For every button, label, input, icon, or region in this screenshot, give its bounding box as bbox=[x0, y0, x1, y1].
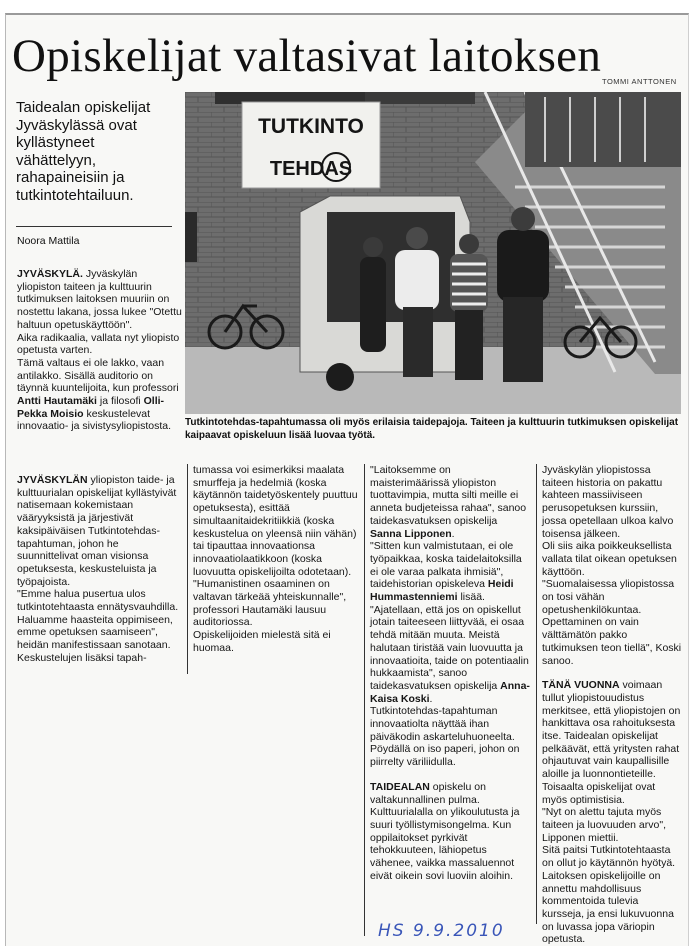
column-rule bbox=[187, 464, 188, 674]
paragraph bbox=[17, 357, 182, 433]
paragraph: "Nyt on alettu tajuta myös taiteen ja luovuuden arvo", Lipponen miettii. bbox=[542, 806, 666, 844]
column-rule bbox=[536, 464, 537, 924]
paragraph bbox=[17, 474, 182, 588]
paragraph-kicker: JYVÄSKYLÄN bbox=[17, 474, 88, 486]
paragraph-text: opiskelu on valtakunnallinen pulma. Kulttuurialalla on ylikoulutusta ja suuri työllistymisongelma. Kun oppilaitokset pyrkivät tehokkuuteen, lähiopetus vähenee, vaikka massaluennot eivät oikein sovi luoviin aloihin. bbox=[370, 780, 520, 882]
handwritten-date-note: HS 9.9.2010 bbox=[378, 921, 505, 941]
person-name: Antti Hautamäki bbox=[17, 395, 97, 408]
paragraph: tumassa voi esimerkiksi maalata smurffeja ja hedelmiä (koska käytännön taidetyöskentely puuttuu opetuksesta), esittää simultaanitaidekritiikkiä (koska keskustelua on yleensä niin vähän) tai tipauttaa innovaationsa innovaatiolaatikkoon (koska luovuutta opiskelijoilta odotetaan). bbox=[193, 464, 358, 578]
column-1-lower bbox=[17, 474, 182, 665]
paragraph: Keskustelujen lisäksi tapah- bbox=[17, 651, 147, 664]
paragraph-text: . bbox=[429, 692, 433, 705]
photographer-credit: TOMMI ANTTONEN bbox=[602, 77, 677, 86]
person-name: Anna-Kaisa Koski bbox=[370, 679, 530, 705]
paragraph-text: voimaan tullut yliopistouudistus merkitsee, että yliopistojen on hankittava osa rahoituksesta itse. Taidealan opiskelijat pelkäävät, että yritysten rahat ohjautuvat vain kaupallisille aloille ja luonnontieteille. bbox=[542, 679, 681, 781]
paragraph-text: . bbox=[451, 527, 455, 540]
person-name: Sanna Lipponen bbox=[370, 527, 452, 540]
paragraph-text: "Laitoksemme on maisterimäärissä yliopiston tuottavimpia, mutta silti meille ei anneta budjeteissa rahaa", sanoo taidekasvatuksen opiskelija bbox=[370, 464, 527, 527]
paragraph: "Emme halua pusertua ulos tutkintotehtaasta ennätysvauhdilla. Haluamme haasteita oppimiseen, emme opetuksen saamiseen", heidän manifestissaan sanotaan. bbox=[17, 588, 179, 652]
paragraph: Aika radikaalia, vallata nyt yliopisto opetusta varten. bbox=[17, 331, 180, 357]
author-byline: Noora Mattila bbox=[17, 235, 80, 247]
paragraph bbox=[17, 268, 182, 332]
column-rule bbox=[364, 464, 365, 936]
paragraph: Tutkintotehdas-tapahtuman innovaatiolta näyttää ihan päiväkodin askarteluhuoneelta. Pöydällä on iso paperi, johon on piirrelty väriliidulla. bbox=[370, 705, 520, 769]
paragraph-kicker: JYVÄSKYLÄ. bbox=[17, 268, 83, 280]
banner-line1: TUTKINTO bbox=[258, 115, 364, 138]
paragraph bbox=[370, 781, 530, 883]
photo-caption: Tutkintotehdas-tapahtumassa oli myös erilaisia taidepajoja. Taiteen ja kulttuurin tutkimuksen opiskelijat kaipaavat opiskeluun lisää luovaa työtä. bbox=[185, 417, 679, 441]
banner bbox=[242, 102, 380, 188]
column-3 bbox=[370, 464, 530, 883]
paragraph-text: lisää. bbox=[457, 591, 485, 604]
paragraph-kicker: TAIDEALAN bbox=[370, 780, 430, 793]
banner-line2: TEHDAS bbox=[269, 158, 353, 180]
column-2 bbox=[193, 464, 359, 655]
paragraph-text: "Ajatellaan, että jos on opiskellut jotain taiteeseen liittyvää, ei osaa tehdä mitään muuta. Meistä halutaan tiristää vain luovuutta ja innovaatioita, taide on potentiaalin hukkaamista", sanoo taidekasvatuksen opiskelija bbox=[370, 603, 529, 692]
paragraph bbox=[370, 464, 530, 540]
paragraph-text: ja filosofi bbox=[96, 395, 141, 408]
paragraph-text: "Sitten kun valmistutaan, ei ole työpaikkaa, koska taidelaitoksilla ei ole varaa palkata ihmisiä", taidehistorian opiskeleva bbox=[370, 540, 522, 591]
paragraph: "Suomalaisessa yliopistossa on tosi vähän opetushenkilökuntaa. Opettaminen on vain välttämätön pakko tutkimuksen teon tiellä", Koski sanoo. bbox=[542, 578, 682, 667]
column-1-upper bbox=[17, 268, 182, 433]
paragraph: Opiskelijoiden mielestä sitä ei huomaa. bbox=[193, 629, 331, 654]
paragraph: Oli siis aika poikkeuksellista vallata tilat oikean opetuksen käyttöön. bbox=[542, 540, 677, 578]
article-photo bbox=[185, 92, 681, 414]
paragraph-kicker: TÄNÄ VUONNA bbox=[542, 679, 620, 692]
headline: Opiskelijat valtasivat laitoksen bbox=[12, 30, 602, 82]
paragraph: Jyväskylän yliopistossa taiteen historia on pakattu kahteen massiiviseen perusopetuksen kurssiin, jossa opetellaan ulkoa kalvo toisensa jälkeen. bbox=[542, 464, 674, 540]
person-name: Heidi Hummastenniemi bbox=[370, 578, 514, 604]
paragraph-text: keskustelevat innovaatio- ja sivistysyliopistosta. bbox=[17, 407, 172, 433]
paragraph bbox=[542, 679, 682, 781]
paragraph: Sitä paitsi Tutkintotehtaasta on ollut jo käytännön hyötyä. Laitoksen opiskelijoille on annettu mahdollisuus kommentoida tulevia kursseja, ja ensi lukuvuonna on luvassa jopa väriopin opetusta. bbox=[542, 844, 676, 946]
paragraph-text: Tämä valtaus ei ole lakko, vaan antilakko. Sisällä auditorio on täynnä kuuntelijoita, kun professori bbox=[17, 356, 179, 395]
lead-divider bbox=[16, 226, 172, 227]
paragraph-text: Jyväskylän yliopiston taiteen ja kulttuurin tutkimuksen laitoksen muuriin on nostettu lakana, jossa lukee "Otettu haltuun opetuskäyttöön". bbox=[17, 268, 182, 331]
column-4 bbox=[542, 464, 682, 946]
paragraph: "Humanistinen osaaminen on valtavan tärkeää yhteiskunnalle", professori Hautamäki lausuu auditoriossa. bbox=[193, 578, 347, 629]
paragraph bbox=[370, 540, 530, 604]
paragraph: Toisaalta opiskelijat ovat myös optimistisia. bbox=[542, 780, 656, 806]
lead-paragraph: Taidealan opiskelijat Jyväskylässä ovat kyllästyneet vähättelyyn, rahapaineisiin ja tutkintotehtailuun. bbox=[16, 99, 151, 204]
person-name: Olli-Pekka Moisio bbox=[17, 395, 165, 420]
paragraph bbox=[370, 604, 530, 706]
paragraph-text: yliopiston taide- ja kulttuurialan opiskelijat kyllästyivät natisemaan kokemistaan vääryyksistä ja järjestivät kaksipäiväisen Tutkintotehdas-tapahtuman, johon he suunnittelivat oman visionsa opetuksesta, keskusteluista ja työpajoista. bbox=[17, 474, 177, 588]
